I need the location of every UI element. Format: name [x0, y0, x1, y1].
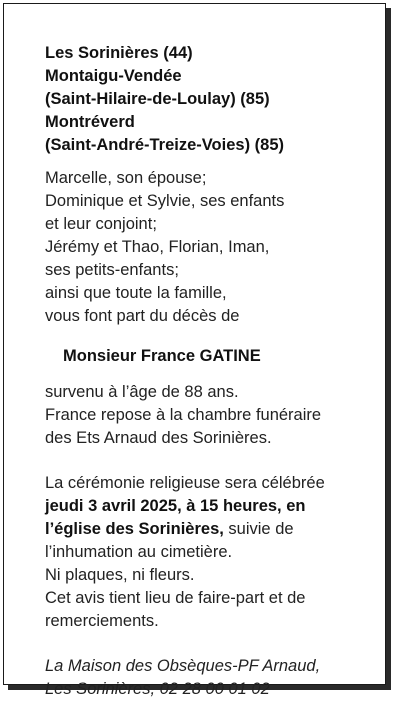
family-announcement [45, 167, 365, 328]
ceremony-info [45, 472, 365, 633]
deceased-name: Monsieur France GATINE [63, 347, 261, 365]
family-line: Dominique et Sylvie, ses enfants [45, 192, 285, 210]
family-line: Jérémy et Thao, Florian, Iman, [45, 238, 270, 256]
notice-content [45, 42, 365, 701]
death-info-line: des Ets Arnaud des Sorinières. [45, 429, 272, 447]
location-line: Les Sorinières (44) [45, 44, 193, 62]
ceremony-line: remerciements. [45, 612, 159, 630]
obituary-notice [3, 3, 386, 698]
ceremony-date-text: jeudi 3 avril 2025, à 15 heures, en [45, 497, 306, 515]
location-line: (Saint-Hilaire-de-Loulay) (85) [45, 90, 270, 108]
ceremony-place [45, 518, 365, 541]
family-line: et leur conjoint; [45, 215, 157, 233]
ceremony-line: Ni plaques, ni fleurs. [45, 566, 195, 584]
ceremony-date [45, 495, 365, 518]
location-line: Montaigu-Vendée [45, 67, 182, 85]
location-line: Montréverd [45, 113, 135, 131]
ceremony-line: l’inhumation au cimetière. [45, 543, 233, 561]
signature-line: La Maison des Obsèques-PF Arnaud, [45, 657, 321, 675]
death-info-line: France repose à la chambre funéraire [45, 406, 322, 424]
ceremony-place-text: l’église des Sorinières, [45, 520, 224, 538]
family-line: vous font part du décès de [45, 307, 240, 325]
death-info-line: survenu à l’âge de 88 ans. [45, 383, 239, 401]
ceremony-line: Cet avis tient lieu de faire-part et de [45, 589, 306, 607]
location-line: (Saint-André-Treize-Voies) (85) [45, 136, 284, 154]
locations-block [45, 42, 365, 157]
death-info [45, 381, 365, 450]
family-line: ses petits-enfants; [45, 261, 179, 279]
family-line: ainsi que toute la famille, [45, 284, 227, 302]
ceremony-line: La cérémonie religieuse sera célébrée [45, 474, 325, 492]
family-line: Marcelle, son épouse; [45, 169, 207, 187]
funeral-home-signature [45, 655, 365, 701]
ceremony-place-rest: suivie de [223, 520, 294, 538]
signature-line: Les Sorinières, 02 28 00 01 02 [45, 680, 270, 698]
